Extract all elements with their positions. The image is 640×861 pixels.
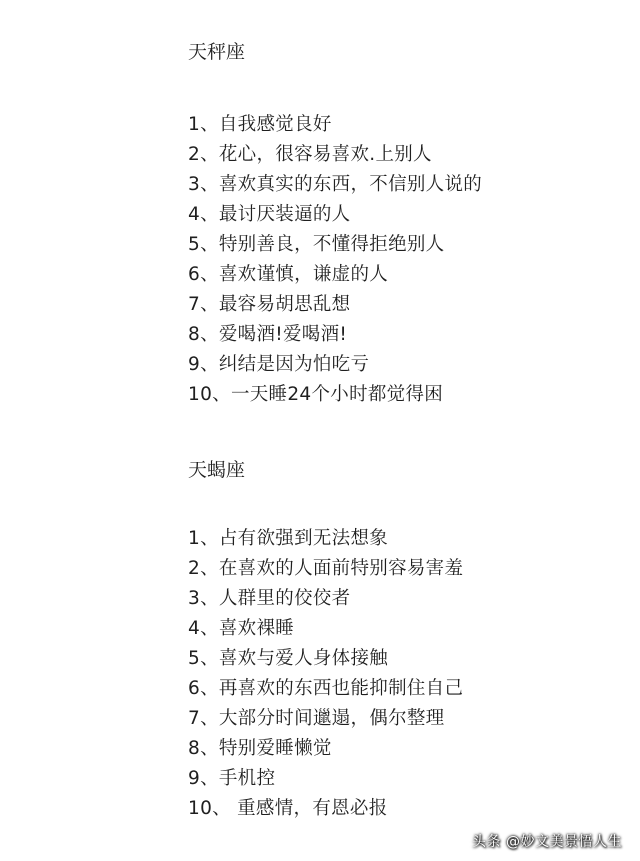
libra-list [188,110,628,410]
libra-section [188,40,628,410]
watermark: 头条 @妙文美景悟人生 [472,834,622,850]
scorpio-section [188,458,628,824]
list-item: 7、大部分时间邋遢，偶尔整理 [188,708,445,729]
list-item: 1、自我感觉良好 [188,114,332,135]
list-item: 10、 重感情，有恩必报 [188,798,388,819]
list-item: 8、特别爱睡懒觉 [188,738,332,759]
list-item: 3、喜欢真实的东西，不信别人说的 [188,174,483,195]
list-item: 9、手机控 [188,768,276,789]
scorpio-list [188,524,628,824]
list-item: 3、人群里的佼佼者 [188,588,351,609]
section-title-libra: 天秤座 [188,41,246,63]
list-item: 1、占有欲强到无法想象 [188,528,389,549]
list-item: 2、花心，很容易喜欢.上别人 [188,144,432,165]
list-item: 9、纠结是因为怕吃亏 [188,354,370,375]
list-item: 5、特别善良，不懂得拒绝别人 [188,234,445,255]
list-item: 4、喜欢裸睡 [188,618,295,639]
section-title-scorpio: 天蝎座 [188,459,246,481]
list-item: 7、最容易胡思乱想 [188,294,351,315]
list-item: 10、一天睡24个小时都觉得困 [188,384,444,405]
list-item: 6、喜欢谨慎，谦虚的人 [188,264,389,285]
list-item: 4、最讨厌装逼的人 [188,204,351,225]
list-item: 6、再喜欢的东西也能抑制住自己 [188,678,464,699]
list-item: 5、喜欢与爱人身体接触 [188,648,389,669]
list-item: 8、爱喝酒!爱喝酒! [188,324,348,345]
list-item: 2、在喜欢的人面前特别容易害羞 [188,558,464,579]
